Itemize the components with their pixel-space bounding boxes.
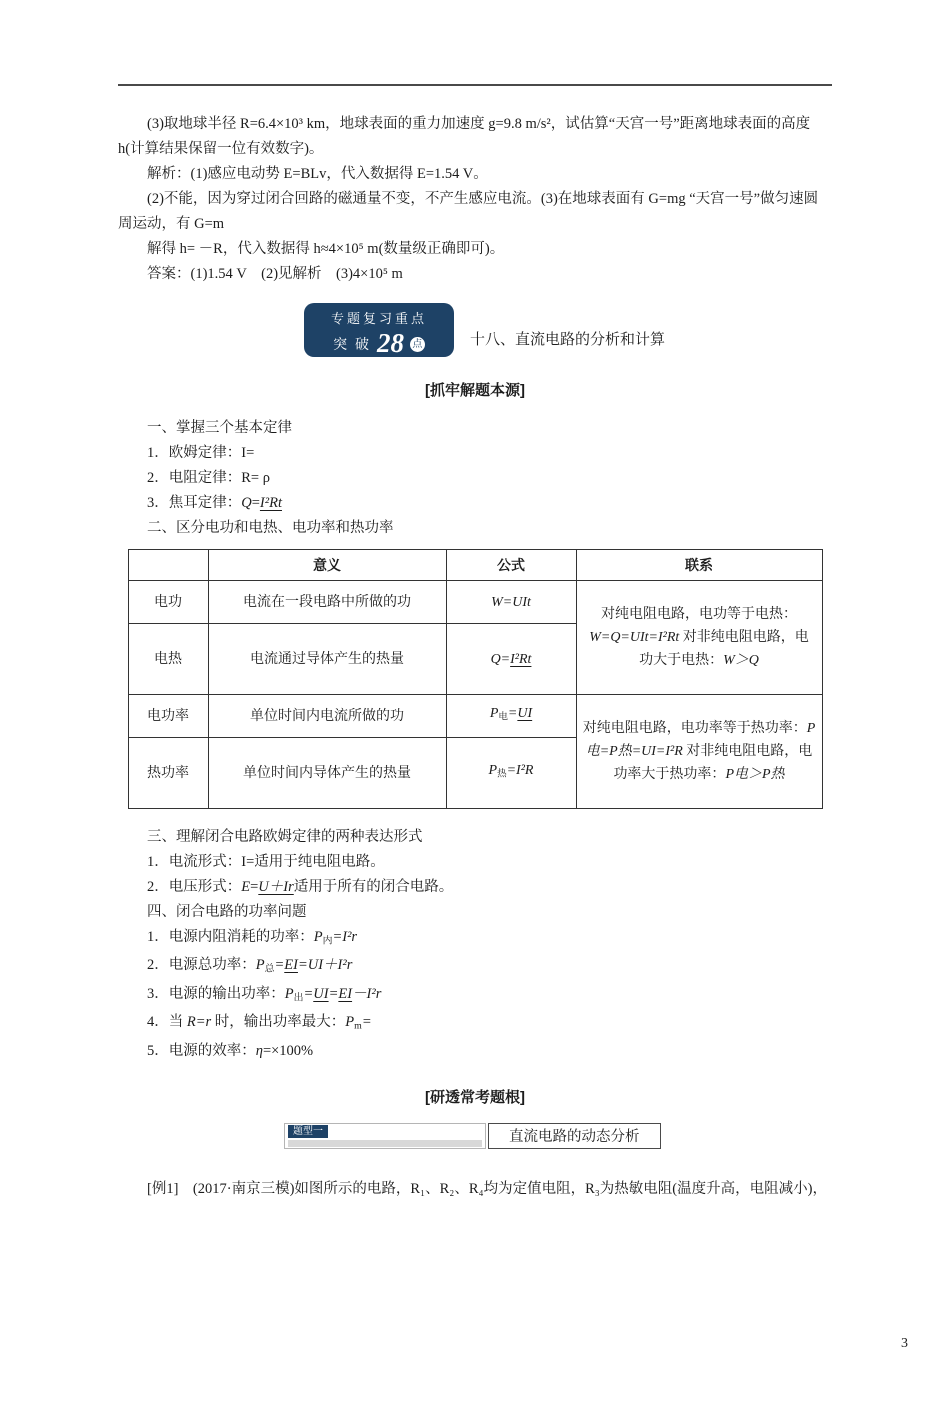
sec4-head: 四、闭合电路的功率问题 [147, 904, 307, 920]
sec4-item2: 2．电源总功率：$P_总=EI=UI+I^2r$ [147, 957, 353, 975]
table-row [128, 581, 822, 624]
row-label: 电热 [128, 624, 208, 695]
topic-tag-bar [288, 1140, 482, 1147]
sec3-item2: 2．电压形式：E=U＋Ir适用于所有的闭合电路。 [147, 879, 454, 895]
sec4-item3: 3．电源的输出功率：$P_出=UI=EI-I^2r$ [147, 985, 382, 1004]
row-label: 热功率 [128, 738, 208, 809]
row-meaning: 电流通过导体产生的热量 [208, 624, 446, 695]
sec1-item2: 2．电阻定律：R= ρ [147, 470, 270, 486]
topic-header [304, 303, 832, 357]
link-cell-power: 对纯电阻电路，电功率等于热功率：P电=P热=UI=I²R 对非纯电阻电路，电功率大于热功率：P电＞P热 [576, 695, 822, 809]
row-meaning: 电流在一段电路中所做的功 [208, 581, 446, 624]
page-number: 3 [901, 1336, 908, 1351]
row-formula: $P_热=I^2R$ [446, 738, 576, 809]
row-meaning: 单位时间内导体产生的热量 [208, 738, 446, 809]
section-head-root: [研透常考题根] [425, 1088, 525, 1106]
header-formula: 公式 [446, 550, 576, 581]
example1-text: [例1] (2017·南京三模)如图所示的电路，R₁、R₂、R₄均为定值电阻，R₃为热敏电阻(温度升高，电阻减小)， [147, 1180, 827, 1197]
badge-line2 [304, 328, 454, 359]
row-label: 电功率 [128, 695, 208, 738]
sec4-item5: 5．电源的效率：η=×100% [147, 1042, 314, 1059]
badge-number: 28 [376, 328, 404, 358]
section-head-source: [抓牢解题本源] [425, 382, 525, 399]
analysis-line1: 解析：(1)感应电动势 E=BLv，代入数据得 E=1.54 V。 [147, 166, 488, 182]
section-three [118, 825, 832, 900]
table-row [128, 695, 822, 738]
section-four [118, 900, 832, 1064]
row-formula: W=UIt [446, 581, 576, 624]
top-divider [118, 84, 832, 86]
sec4-item1: 1．电源内阻消耗的功率：$P_内=I^2r$ [147, 929, 358, 947]
document-page [0, 84, 950, 1202]
link-cell-work-heat: 对纯电阻电路，电功等于电热：W=Q=UIt=I²Rt 对非纯电阻电路，电功大于电热：W＞Q [576, 581, 822, 695]
analysis-line2: (2)不能，因为穿过闭合回路的磁通量不变，不产生感应电流。(3)在地球表面有 G=mg “天宫一号”做匀速圆周运动，有 G=m [118, 191, 819, 232]
topic-title: 直流电路的动态分析 [488, 1123, 661, 1149]
sec1-item1: 1．欧姆定律：I= [147, 445, 255, 461]
sec1-item3: 3．焦耳定律：Q=I²Rt [147, 495, 282, 511]
section-one [118, 416, 832, 541]
problem-part3-text: (3)取地球半径 R=6.4×10³ km，地球表面的重力加速度 g=9.8 m/s²，试估算“天宫一号”距离地球表面的高度 h(计算结果保留一位有效数字)。 [118, 116, 811, 157]
topic-type-box [284, 1123, 832, 1149]
answer-line: 答案：(1)1.54 V (2)见解析 (3)4×10⁵ m [147, 266, 403, 282]
row-formula: $P_电=UI$ [446, 695, 576, 738]
badge-line1: 专题复习重点 [330, 311, 427, 326]
row-meaning: 单位时间内电流所做的功 [208, 695, 446, 738]
sec3-head: 三、理解闭合电路欧姆定律的两种表达形式 [147, 829, 423, 845]
header-link: 联系 [576, 550, 822, 581]
row-formula: Q=I²Rt [446, 624, 576, 695]
sec2-head: 二、区分电功和电热、电功率和热功率 [147, 520, 394, 536]
topic-tag-box [284, 1123, 486, 1149]
analysis-line3: 解得 h= －R，代入数据得 h≈4×10⁵ m(数量级正确即可)。 [147, 241, 505, 257]
header-blank [128, 550, 208, 581]
intro-block [118, 112, 832, 287]
sec3-item1: 1．电流形式：I=适用于纯电阻电路。 [147, 854, 385, 870]
sec4-item4: 4．当 R=r 时，输出功率最大：$P_m=$ [147, 1014, 372, 1032]
unit-title: 十八、直流电路的分析和计算 [470, 332, 666, 348]
review-badge [304, 303, 454, 357]
topic-tag-label: 题型一 [288, 1125, 328, 1138]
row-label: 电功 [128, 581, 208, 624]
badge-line2-prefix: 突 破 [333, 336, 372, 352]
badge-suffix-dot: 点 [410, 337, 425, 352]
sec1-head: 一、掌握三个基本定律 [147, 420, 292, 436]
comparison-table [128, 549, 823, 809]
header-meaning: 意义 [208, 550, 446, 581]
table-header-row [128, 550, 822, 581]
